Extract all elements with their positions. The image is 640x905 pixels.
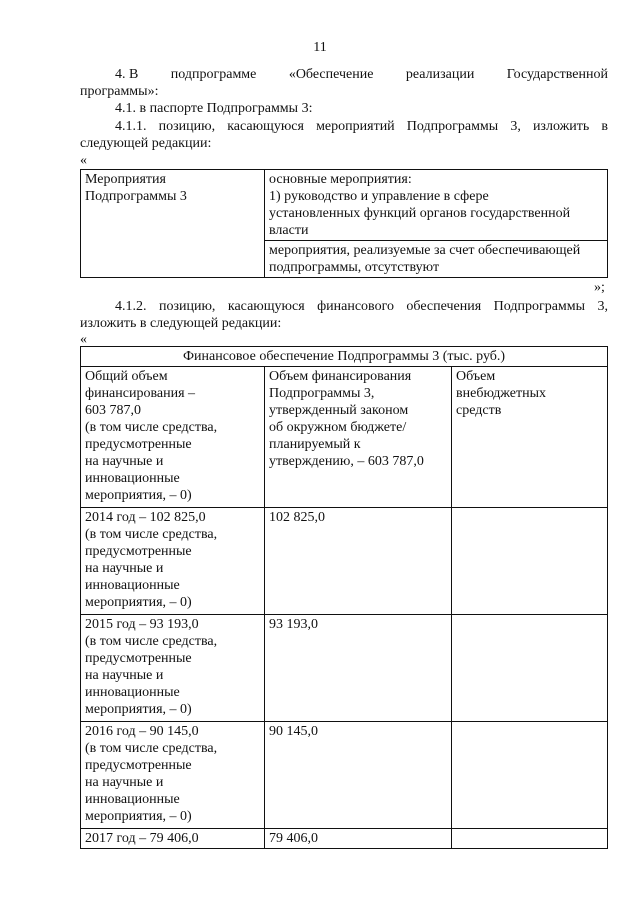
paragraph-4-line1: 4. В подпрограмме «Обеспечение реализации Государственной	[115, 67, 608, 82]
open-quote-1: «	[80, 153, 87, 168]
total-financing-cell: Общий объем финансирования – 603 787,0 (в том числе средства, предусмотренные на научные и инновационные мероприятия, – 0)	[81, 367, 265, 508]
open-quote-2: «	[80, 332, 87, 347]
financing-table-title: Финансовое обеспечение Подпрограммы 3 (тыс. руб.)	[81, 347, 608, 367]
measures-table	[80, 169, 608, 278]
budget-financing-cell: Объем финансирования Подпрограммы 3, утвержденный законом об окружном бюджете/ планируемый к утверждению, – 603 787,0	[265, 367, 452, 508]
table-row: 2014 год – 102 825,0 (в том числе средства, предусмотренные на научные и инновационные мероприятия, – 0) 102 825,0	[81, 508, 608, 615]
main-measures-cell: основные мероприятия: 1) руководство и управление в сфере установленных функций органов государственной власти	[265, 170, 608, 241]
paragraph-4-line2: программы»:	[80, 84, 159, 99]
close-quote-1: »;	[594, 280, 605, 295]
paragraph-4-1-2-line1: 4.1.2. позицию, касающуюся финансового обеспечения Подпрограммы 3,	[115, 299, 608, 314]
table-row: 2017 год – 79 406,0 79 406,0	[81, 829, 608, 849]
extrabudgetary-cell: Объем внебюджетных средств	[452, 367, 608, 508]
table-row: 2015 год – 93 193,0 (в том числе средства, предусмотренные на научные и инновационные мероприятия, – 0) 93 193,0	[81, 615, 608, 722]
page-number: 11	[313, 40, 327, 55]
paragraph-4-1-2-line2: изложить в следующей редакции:	[80, 316, 282, 331]
paragraph-4-1-1-line2: следующей редакции:	[80, 136, 212, 151]
financing-table	[80, 346, 608, 849]
paragraph-4-1: 4.1. в паспорте Подпрограммы 3:	[115, 101, 313, 116]
table-row: 2016 год – 90 145,0 (в том числе средства, предусмотренные на научные и инновационные мероприятия, – 0) 90 145,0	[81, 722, 608, 829]
support-measures-cell: мероприятия, реализуемые за счет обеспечивающей подпрограммы, отсутствуют	[265, 241, 608, 278]
measures-label-cell: Мероприятия Подпрограммы 3	[81, 170, 265, 278]
paragraph-4-1-1-line1: 4.1.1. позицию, касающуюся мероприятий Подпрограммы 3, изложить в	[115, 119, 608, 134]
